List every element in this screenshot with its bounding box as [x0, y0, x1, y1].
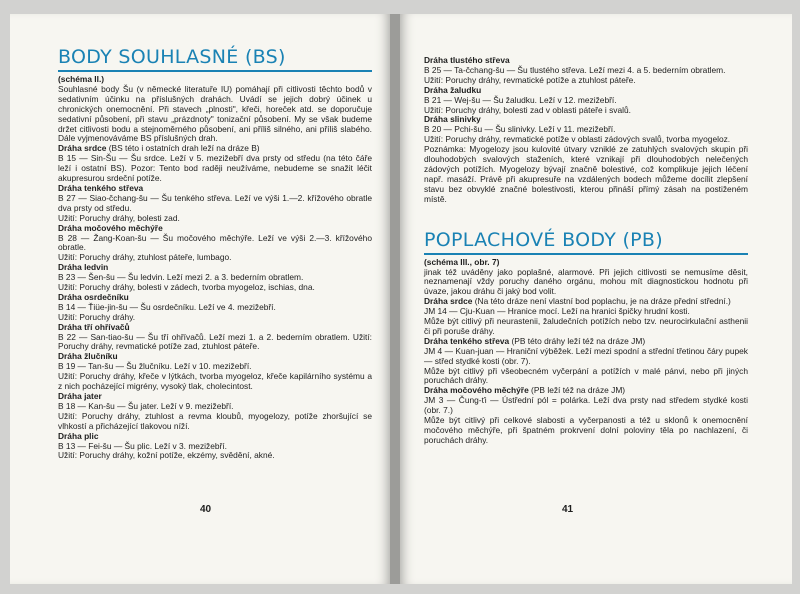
text-run: B 25 — Ta-čchang-šu — Šu tlustého střeva. Leží mezi 4. a 5. bederním obratlem. [424, 64, 726, 75]
text-run: Dráha osrdečníku [58, 291, 129, 302]
text-run-regular: (BS této i ostatních drah leží na dráze B) [106, 143, 260, 154]
right-page-continued-text [424, 56, 748, 205]
paragraph [58, 154, 372, 184]
text-run-regular: (PB leží též na dráze JM) [528, 385, 626, 396]
paragraph [58, 412, 372, 432]
text-run: Užití: Poruchy dráhy, ztuhlost páteře, lumbago. [58, 252, 232, 263]
text-run: Dráha tlustého střeva [424, 55, 510, 65]
text-run: JM 4 — Kuan-juan — Hraniční výběžek. Leží mezi spodní a střední třetinou čáry pupek — střed stydké kosti (obr. 7). [424, 345, 748, 366]
left-page-body [58, 75, 372, 461]
paragraph [424, 416, 748, 446]
text-run: Dráha tenkého střeva [424, 335, 510, 346]
text-run: Může být citlivý při všeobecném vyčerpání a potížích v malé pánvi, nebo při jiných poruchách dráhy. [424, 365, 748, 386]
text-run: Dráha srdce [58, 143, 107, 154]
text-run: B 20 — Pchi-šu — Šu slinivky. Leží v 11. mezižebří. [424, 124, 616, 135]
text-run: B 21 — Wej-šu — Šu žaludku. Leží v 12. mezižebří. [424, 94, 617, 105]
page-number-left: 40 [200, 504, 212, 515]
text-run: Užití: Poruchy dráhy, revmatické potíže v oblasti zádových svalů, tvorba myogeloz. [424, 134, 731, 145]
text-run: Dráha tenkého střeva [58, 182, 144, 193]
text-run: B 22 — San-tiao-šu — Šu tří ohřívačů. Leží mezi 1. a 2. bederním obratlem. Užití: Poruchy dráhy, revmatické potíže zad, ztuhlost páteře. [58, 331, 372, 352]
text-run: Souhlasné body Šu (v německé literatuře IU) pomáhají při citlivosti těchto bodů v sedativním účinku na příslušných drahách. Uvádí se jejich dobrý účinek u chronických onemocnění. Při stavech „plnosti", křeči, horeček atd. se doporučuje sedativní působení, při stavu „prázdnoty" tonizační působení. My se však budeme držet citlivosti bodu a stejnoměrného působení, ani příliš silného, ani příliš slabého. Dále vyjmenováváme BS příslušných drah. [58, 83, 372, 144]
text-run: Dráha jater [58, 391, 102, 401]
paragraph [58, 333, 372, 353]
paragraph [424, 317, 748, 337]
text-run: Dráha slinivky [424, 114, 481, 125]
text-run: Dráha plic [58, 430, 99, 441]
paragraph [424, 367, 748, 387]
text-run: Dráha močového měchýře [58, 222, 163, 233]
section-heading-bs: BODY SOUHLASNÉ (BS) [58, 46, 372, 72]
paragraph [58, 451, 372, 461]
text-run-regular: (Na této dráze není vlastní bod poplachu, je na dráze přední střední.) [472, 296, 731, 307]
text-run: Dráha žlučníku [58, 351, 118, 362]
page-number-right: 41 [562, 504, 574, 515]
paragraph [424, 347, 748, 367]
section-heading-pb: POPLACHOVÉ BODY (PB) [424, 229, 748, 255]
text-run: Může být citlivý při celkové slabosti a vyčerpanosti a též u sklonů k onemocnění močového měchýře, při špatném prokrvení dolní poloviny těla po nachlazení, či poruchách dráhy. [424, 415, 748, 445]
text-run: B 19 — Tan-šu — Šu žlučníku. Leží v 10. mezižebří. [58, 361, 252, 372]
text-run: Užití: Poruchy dráhy, revmatické potíže a ztuhlost páteře. [424, 74, 636, 85]
text-run: Užití: Poruchy dráhy, ztuhlost a revma kloubů, myogelozy, potíže zhoršující se vlhkostí a přicházející tlakovou níží. [58, 410, 372, 431]
text-run-regular: (PB této dráhy leží též na dráze JM) [509, 335, 646, 346]
text-run: B 15 — Sin-Šu — Šu srdce. Leží v 5. mezižebří dva prsty od středu (na této čáře leží i ostatní BS). Pozor: Tento bod raději neužíváme, nebudeme se snažit léčit akupresurou srdeční potíže. [58, 153, 372, 184]
text-run: B 28 — Žang-Koan-šu — Šu močového měchýře. Leží ve výši 2.—3. křížového obratle. [58, 232, 372, 253]
text-run: jinak též uváděny jako poplašné, alarmové. Při jejich citlivosti se nemusíme děsit, neznamenají vždy poruchy daného orgánu, mohou mít diagnostickou hodnotu při úvaze, jakou dráhu či jaký bod volit. [424, 266, 748, 297]
text-run: Užití: Poruchy dráhy, bolesti zad v oblasti páteře i svalů. [424, 104, 631, 115]
text-run: B 27 — Siao-čchang-šu — Šu tenkého střeva. Leží ve výši 1.—2. křížového obratle dva prsty od středu. [58, 192, 372, 213]
text-run: Dráha srdce [424, 296, 473, 307]
text-run: B 14 — Ťiüe-jin-šu — Šu osrdečníku. Leží ve 4. mezižebří. [58, 301, 276, 312]
text-run: (schéma II.) [58, 74, 105, 84]
paragraph [58, 194, 372, 214]
paragraph [58, 372, 372, 392]
right-page-body [424, 258, 748, 446]
text-run: Užití: Poruchy dráhy, bolesti zad. [58, 212, 180, 223]
book-gutter [390, 14, 400, 584]
text-run: JM 3 — Čung-ťi — Ústřední pól = polárka. Leží dva prsty nad středem stydké kosti (obr. 7.) [424, 395, 748, 416]
text-run: Poznámka: Myogelozy jsou kulovité útvary vzniklé ze zatuhlých svalových skupin při dlouhodobých svalových staženích, které vznikají při dlouhodobých nelečených zádových potížích. Myogelozy bývají značně bolestivé, což komplikuje jejich léčení např. masáží. Právě při akupresuře na vzdálených bodech můžeme docílit zlepšení stavu bez obvyklé značné bolestivosti, kterou přináší přímý zásah na postiženém místě. [424, 144, 748, 204]
paragraph [424, 396, 748, 416]
text-run: Dráha ledvin [58, 262, 109, 273]
paragraph [424, 145, 748, 204]
text-run: B 23 — Šen-šu — Šu ledvin. Leží mezi 2. a 3. bederním obratlem. [58, 272, 304, 283]
text-run: Užití: Poruchy dráhy, bolesti v zádech, tvorba myogeloz, ischias, dna. [58, 282, 315, 293]
text-run: Může být citlivý při neurastenii, žaludečních potížích nebo tzv. neurocirkulační asthenii či při poruše dráhy. [424, 316, 748, 336]
paragraph [58, 234, 372, 254]
text-run: Dráha žaludku [424, 84, 482, 95]
text-run: Užití: Poruchy dráhy, kožní potíže, ekzémy, svědění, akné. [58, 450, 275, 461]
paragraph [58, 85, 372, 144]
text-run: Užití: Poruchy dráhy. [58, 311, 136, 322]
text-run: B 18 — Kan-šu — Šu jater. Leží v 9. mezižebří. [58, 400, 234, 411]
text-run: Dráha tří ohřívačů [58, 321, 130, 332]
paragraph [424, 268, 748, 298]
text-run: JM 14 — Cju-Kuan — Hranice mocí. Leží na hranici špičky hrudní kosti. [424, 306, 690, 317]
text-run: Dráha močového měchýře [424, 385, 529, 396]
text-run: (schéma III., obr. 7) [424, 256, 500, 267]
left-page [10, 14, 390, 584]
right-page [400, 14, 792, 584]
text-run: Užití: Poruchy dráhy, křeče v lýtkách, tvorba myogeloz, křeče kapilárního systému a z nich pocházející migrény, vysoký tlak, cholecintost. [58, 371, 372, 392]
text-run: B 13 — Fei-šu — Šu plic. Leží v 3. mezižebří. [58, 440, 227, 451]
